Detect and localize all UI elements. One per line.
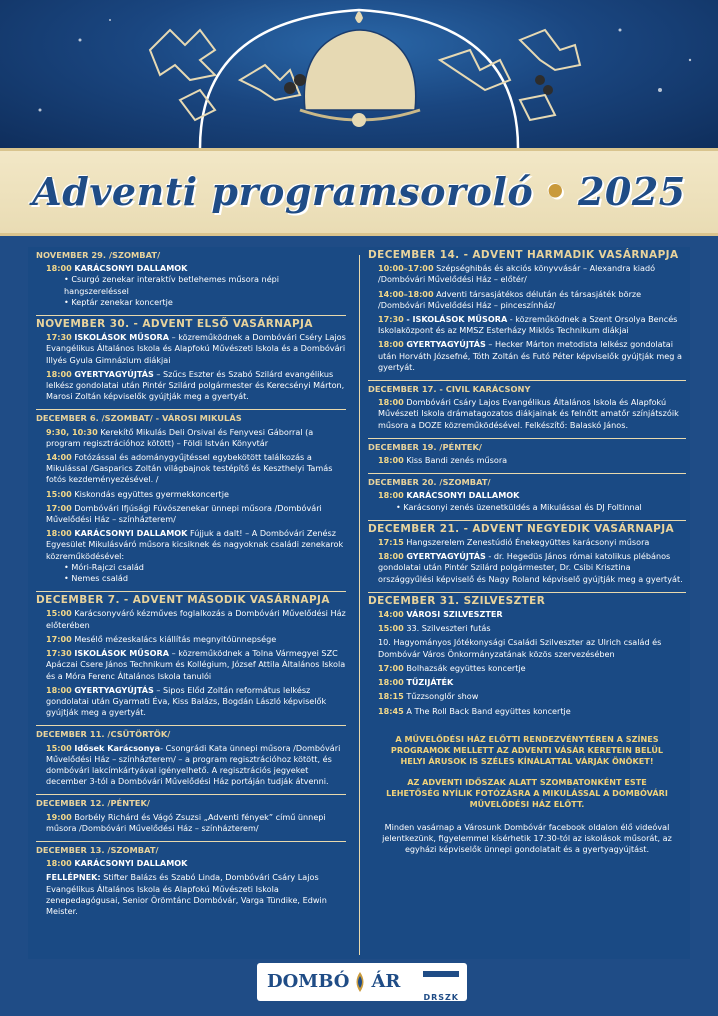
event-title: KARÁCSONYI DALLAMOK: [74, 858, 188, 869]
event-text: Mesélő mézeskalács kiállítás megnyitóünnepsége: [74, 633, 277, 644]
partner-logo: DRSZK: [423, 971, 459, 1016]
event-time: 14:00–18:00: [378, 288, 434, 299]
event-time: 17:00: [378, 662, 404, 673]
left-column: [36, 247, 352, 924]
logo-text-left: DOMBÓ: [267, 971, 350, 992]
event-time: 18:00: [46, 528, 72, 539]
event-item: [46, 503, 346, 525]
event-item: [46, 452, 346, 486]
title-band: [0, 148, 718, 236]
page-title: [0, 169, 718, 214]
event-bullet: • Nemes család: [64, 573, 346, 584]
day-heading: DECEMBER 17. - CIVIL KARÁCSONY: [368, 384, 531, 395]
event-text: A The Roll Back Band együttes koncertje: [406, 705, 571, 716]
event-item: [378, 455, 686, 466]
event-time: 15:00: [46, 742, 72, 753]
event-bullets: [64, 274, 346, 308]
event-title: GYERTYAGYÚJTÁS: [406, 551, 486, 562]
event-time: 18:00: [378, 339, 404, 350]
event-text: Tűzzsonglőr show: [406, 691, 479, 702]
event-item: [46, 332, 346, 366]
event-item: [46, 648, 346, 682]
event-item: [46, 263, 346, 308]
event-item: [46, 427, 346, 449]
event-title: ISKOLÁSOK MŰSORA: [74, 332, 170, 343]
event-time: 15:00: [378, 623, 404, 634]
event-item: [46, 872, 346, 917]
event-item: [46, 743, 346, 788]
event-text: - közreműködnek a Szent Orsolya Bencés Iskolaközpont és az MMSZ Esterházy Miklós Technikum diákjai: [378, 314, 678, 336]
dombovar-logo: [257, 963, 467, 1001]
event-time: 19:00: [46, 811, 72, 822]
event-title: FELLÉPNEK:: [46, 872, 101, 883]
event-item: [378, 623, 686, 634]
day-heading: NOVEMBER 29. /SZOMBAT/: [36, 250, 161, 260]
program-panel: [28, 247, 690, 959]
event-item: [378, 706, 686, 717]
schedule-day: [36, 316, 346, 410]
column-divider: [359, 255, 360, 955]
event-title: GYERTYAGYÚJTÁS: [74, 368, 154, 379]
event-item: [378, 663, 686, 674]
schedule-day: [36, 795, 346, 842]
event-item: [46, 685, 346, 719]
schedule-day: [368, 521, 686, 593]
event-time: 17:00: [46, 502, 72, 513]
schedule-day: [368, 381, 686, 439]
schedule-day: [36, 247, 346, 316]
event-title: KARÁCSONYI DALLAMOK: [406, 490, 520, 501]
event-time: 18:00: [46, 368, 72, 379]
logo-text-right: ÁR: [371, 971, 401, 992]
event-item: [378, 289, 686, 311]
event-time: 14:00: [378, 609, 404, 620]
event-bullet: • Móri-Rajczi család: [64, 562, 346, 573]
event-title: GYERTYAGYÚJTÁS: [406, 339, 486, 350]
event-title: GYERTYAGYÚJTÁS: [74, 684, 154, 695]
event-item: [46, 608, 346, 630]
event-text: – Szűcs Eszter és Szabó Szilárd evangélikus lelkész gondolatai után Pintér Szilárd polgármester és Kerecsényi Márton, Marosi Zoltán képviselők gyújtják meg a gyertyát.: [46, 368, 345, 402]
day-heading: DECEMBER 19. /PÉNTEK/: [368, 441, 482, 452]
right-schedule: [368, 247, 686, 724]
event-item: [46, 812, 346, 834]
event-time: 18:00: [378, 551, 404, 562]
schedule-day: [36, 726, 346, 795]
event-text: – közreműködnek a Tolna Vármegyei SZC Apáczai Csere János Technikum és Kollégium, József Attila Általános Iskola és a Móra Ferenc Általános Iskola tanulói: [46, 648, 346, 681]
event-text: Bolhazsák együttes koncertje: [406, 662, 526, 673]
event-title: ISKOLÁSOK MŰSORA: [74, 648, 170, 659]
day-heading: DECEMBER 6. /SZOMBAT/ - VÁROSI MIKULÁS: [36, 413, 242, 424]
event-time: 18:00: [378, 397, 404, 408]
schedule-day: [368, 593, 686, 724]
event-item: [378, 339, 686, 373]
event-item: [378, 537, 686, 548]
event-time: 18:15: [378, 691, 404, 702]
event-text: – Sipos Előd Zoltán református lelkész gondolatai után Gyarmati Éva, Kiss Balázs, Bogdán László képviselők gyújtják meg a gyertyát.: [46, 684, 327, 718]
event-time: 18:00: [378, 455, 404, 466]
day-heading: DECEMBER 14. - ADVENT HARMADIK VASÁRNAPJA: [368, 249, 679, 261]
right-column: [368, 247, 686, 855]
event-bullet: • Keptár zenekar koncertje: [64, 297, 346, 308]
promo-market: A MŰVELŐDÉSI HÁZ ELŐTTI RENDEZVÉNYTÉREN A SZÍNES PROGRAMOK MELLETT AZ ADVENTI VÁSÁR KERETEIN BELÜL HELYI ÁRUSOK IS SZÉLES KÍNÁLATTAL VÁRJÁK ÖNÖKET!: [390, 733, 664, 766]
event-text: Adventi társasjátékos délután és társasjáték börze /Dombóvári Művelődési Ház – pinceszínház/: [378, 288, 642, 310]
event-text: Szépséghibás és akciós könyvvásár – Alexandra kiadó /Dombóvári Művelődési Ház – előtér/: [378, 263, 656, 285]
schedule-day: [36, 410, 346, 592]
event-item: [46, 634, 346, 645]
schedule-day: [368, 439, 686, 474]
event-bullet: • Csurgó zenekar interaktív betlehemes műsora népi hangszereléssel: [64, 274, 346, 296]
event-text: 10. Hagyományos Jótékonysági Családi Szilveszter az Ulrich család és Dombóvár Város Önkormányzatának közös szervezésében: [378, 637, 662, 659]
day-heading: NOVEMBER 30. - ADVENT ELSŐ VASÁRNAPJA: [36, 318, 313, 331]
event-time: 9:30, 10:30: [46, 426, 98, 437]
schedule-day: [36, 592, 346, 726]
event-time: 10:00–17:00: [378, 263, 434, 274]
event-item: [378, 263, 686, 285]
event-text: Fotózással és adománygyűjtéssel egybekötött találkozás a Mikulással /Gasparics Zoltán világbajnok testépítő és Keszthelyi Tamás fotós kezdeményezésével. /: [46, 452, 333, 485]
event-time: 18:00: [378, 677, 404, 688]
event-title: Idősek Karácsonya: [74, 742, 161, 753]
bell-holly-icon: [0, 0, 718, 148]
day-heading: DECEMBER 21. - ADVENT NEGYEDIK VASÁRNAPJA: [368, 522, 675, 535]
event-title: TŰZIJÁTÉK: [406, 677, 454, 688]
event-time: 18:00: [46, 684, 72, 695]
day-heading: DECEMBER 7. - ADVENT MÁSODIK VASÁRNAPJA: [36, 594, 330, 607]
event-title: - ISKOLÁSOK MŰSORA: [406, 314, 508, 325]
day-heading: DECEMBER 12. /PÉNTEK/: [36, 798, 150, 809]
event-item: [46, 858, 346, 869]
event-item: [378, 397, 686, 431]
logo-emblem-icon: [352, 971, 368, 993]
event-bullets: [396, 502, 686, 513]
event-time: 15:00: [46, 488, 72, 499]
event-text: Stifter Balázs és Szabó Linda, Dombóvári Csáry Lajos Evangélikus Általános Iskola és Alapfokú Művészeti Iskola zenepedagógusai, Senior Örömtánc Dombóvár, Varga Tündike, Edwin Meister.: [46, 872, 327, 916]
footer: [0, 959, 718, 1016]
title-text: Adventi programsoroló: [32, 169, 534, 214]
event-text: - dr. Hegedüs János római katolikus plébános gondolatai után Pintér Szilárd polgármester, Dr. Csibi Krisztina országgyűlési képviselő és Nagy Roland képviselő gyújtják meg a gyertyát.: [378, 551, 683, 584]
event-text: Dombóvári Ifjúsági Fúvószenekar ünnepi műsora /Dombóvári Művelődési Ház – színházterem/: [46, 502, 322, 525]
schedule-day: [368, 474, 686, 521]
event-item: [46, 489, 346, 500]
event-text: Dombóvári Csáry Lajos Evangélikus Általános Iskola és Alapfokú Művészeti Iskola drámatagozatos diákjainak és felnőtt amatőr színjátszóik műsora a DOZE közreműködésével. Felkészítő: Balaskó János.: [378, 397, 679, 430]
event-text: Borbély Richárd és Vágó Zsuzsi „Adventi fények” című ünnepi műsora /Dombóvári Művelődési Ház – színházterem/: [46, 811, 326, 833]
event-item: [378, 677, 686, 688]
event-item: [378, 609, 686, 620]
event-text: Kerekítő Mikulás Deli Orsival és Fenyvesi Gáborral (a program regisztrációhoz kötött) – Földi István Könyvtár: [46, 426, 314, 448]
header-illustration: [0, 0, 718, 148]
event-text: 33. Szilveszteri futás: [406, 623, 491, 634]
event-item: [46, 528, 346, 584]
event-time: 18:00: [378, 490, 404, 501]
event-text: Karácsonyváró kézműves foglalkozás a Dombóvári Művelődési Ház előterében: [46, 608, 346, 630]
event-title: VÁROSI SZILVESZTER: [406, 609, 503, 620]
title-separator: •: [543, 169, 568, 214]
event-title: KARÁCSONYI DALLAMOK: [74, 263, 188, 274]
event-time: 18:45: [378, 705, 404, 716]
day-heading: DECEMBER 31. SZILVESZTER: [368, 594, 546, 607]
event-time: 17:30: [46, 332, 72, 343]
title-year: 2025: [577, 169, 686, 214]
event-time: 15:00: [46, 608, 72, 619]
event-time: 17:30: [46, 648, 72, 659]
event-text: – Hecker Márton metodista lelkész gondolatai után Horváth Józsefné, Tóth Zoltán és Futó Péter képviselők gyújtják meg a gyertyát.: [378, 339, 682, 372]
event-bullets: [64, 562, 346, 584]
event-item: [378, 490, 686, 512]
event-bullet: • Karácsonyi zenés üzenetküldés a Mikulással és DJ Foltinnal: [396, 502, 686, 513]
event-item: [46, 369, 346, 403]
event-item: [378, 637, 686, 659]
day-heading: DECEMBER 20. /SZOMBAT/: [368, 477, 491, 488]
facebook-live-note: Minden vasárnap a Városunk Dombóvár facebook oldalon élő videóval jelentkezünk, figyelemmel kísérhetik 17:30-tól az iskolások műsorát, az egyházi képviselők ünnepi gondolatait és a gyertyagyújtást.: [382, 821, 672, 854]
event-time: 18:00: [46, 858, 72, 869]
day-heading: DECEMBER 13. /SZOMBAT/: [36, 844, 159, 855]
event-time: 17:30: [378, 314, 404, 325]
event-text: - Csongrádi Kata ünnepi műsora /Dombóvári Művelődési Ház – színházterem/ – a program regisztrációhoz kötött, és dombóvári lakcímkártyával igényelhető. A regisztrációs jegyeket december 3-tól a Dombóvári Művelődési Ház portáján tudják átvenni.: [46, 742, 341, 787]
schedule-day: [36, 842, 346, 924]
promo-mikulas-photo: AZ ADVENTI IDŐSZAK ALATT SZOMBATONKÉNT ESTE LEHETŐSÉG NYÍLIK FOTÓZÁSRA A MIKULÁSSAL A DOMBÓVÁRI MŰVELŐDÉSI HÁZ ELŐTT.: [386, 776, 668, 809]
schedule-day: [368, 247, 686, 381]
event-time: 18:00: [46, 263, 72, 274]
event-text: Kiskondás együttes gyermekkoncertje: [74, 488, 229, 499]
event-item: [378, 551, 686, 585]
event-time: 17:15: [378, 537, 404, 548]
day-heading: DECEMBER 11. /CSÜTÖRTÖK/: [36, 729, 171, 740]
event-title: KARÁCSONYI DALLAMOK: [74, 528, 188, 539]
event-text: Kiss Bandi zenés műsora: [406, 455, 508, 466]
event-item: [378, 691, 686, 702]
event-item: [378, 314, 686, 336]
event-time: 14:00: [46, 452, 72, 463]
event-time: 17:00: [46, 633, 72, 644]
event-text: Fújjuk a dalt! – A Dombóvári Zenész Egyesület Mikulásváró műsora kicsiknek és nagyoknak családi zenekarok közreműködésével:: [46, 528, 344, 561]
event-text: – közreműködnek a Dombóvári Cséry Lajos Evangélikus Általános Iskola és Alapfokú Művészeti Iskola és a Dombóvári Illyés Gyula Gimnázium diákjai: [46, 332, 346, 365]
event-text: Hangszerelem Zenestúdió Énekegyüttes karácsonyi műsora: [406, 537, 650, 548]
